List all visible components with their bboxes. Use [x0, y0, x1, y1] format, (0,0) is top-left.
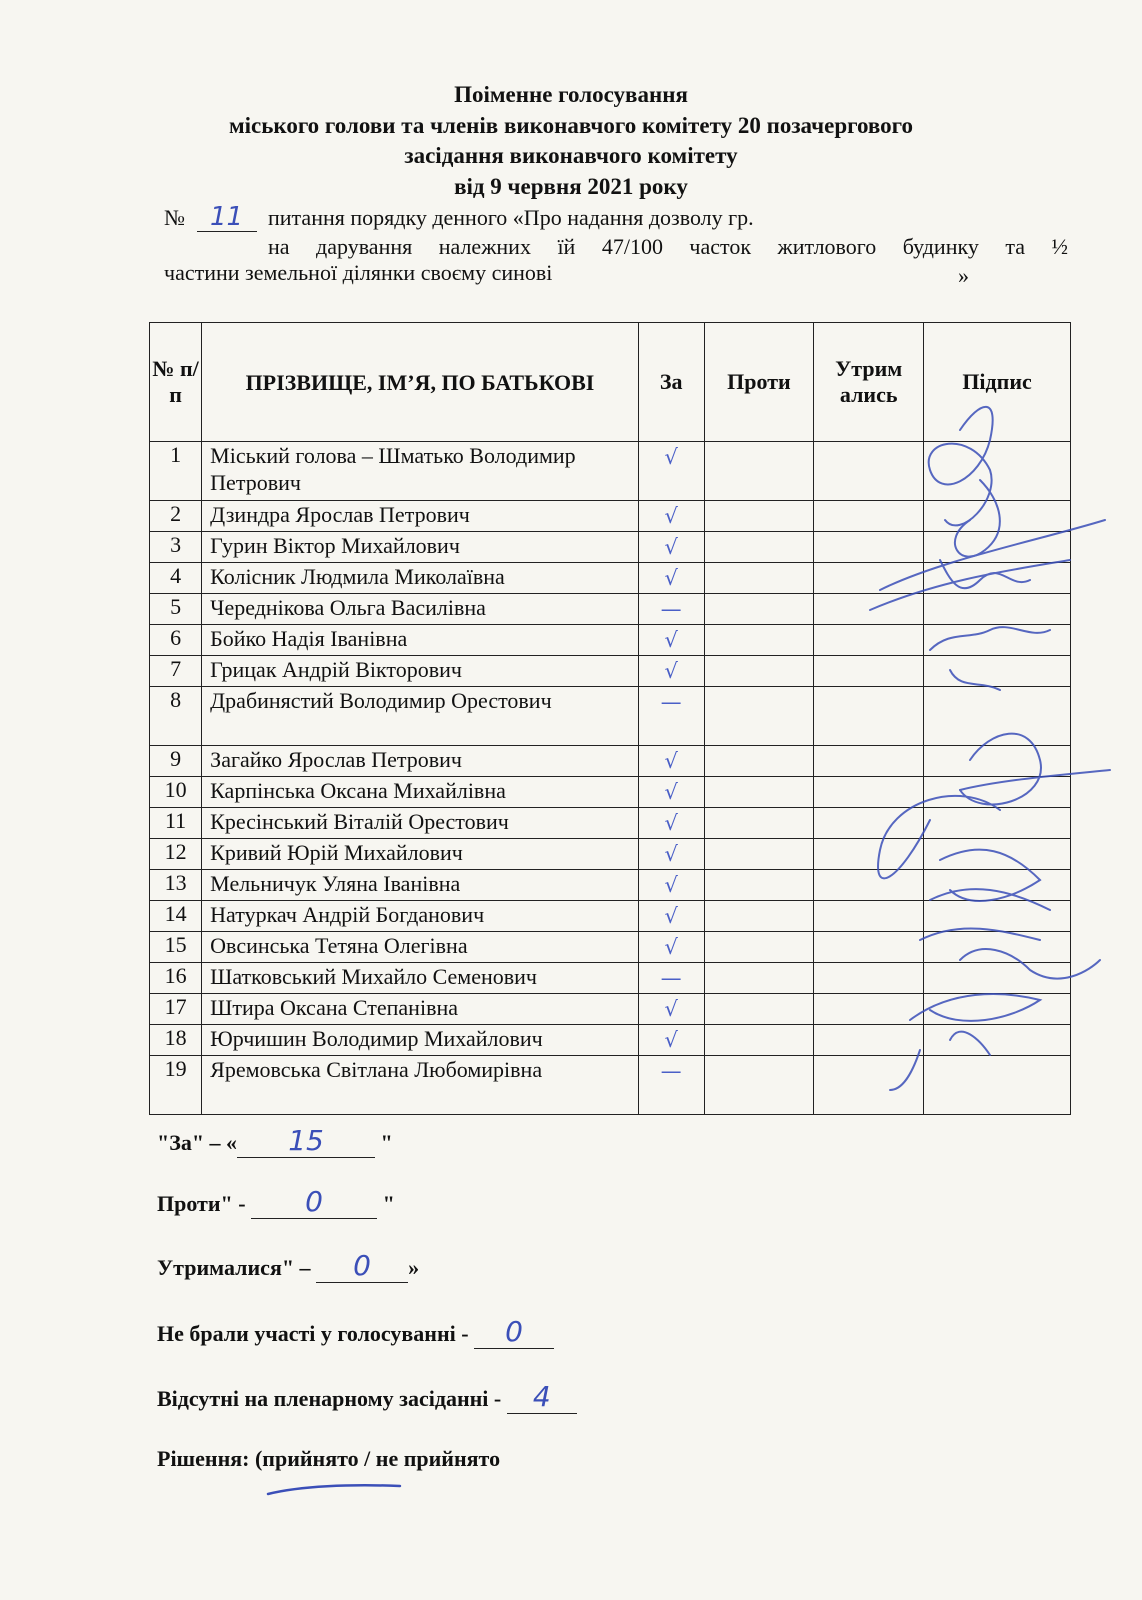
row-za-mark: √: [664, 811, 678, 835]
summary-nebraly-label: Не брали участі у голосуванні -: [157, 1321, 475, 1346]
row-number-value: 12: [164, 839, 187, 864]
doc-subtitle: міського голови та членів виконавчого комітету 20 позачергового: [228, 113, 914, 138]
row-number-value: 4: [170, 563, 182, 588]
summary-vidsutni-label: Відсутні на пленарному засіданні -: [157, 1386, 507, 1411]
row-name-value: Колісник Людмила Миколаївна: [210, 564, 505, 589]
row-za-mark: √: [664, 997, 678, 1021]
row-za-mark: —: [660, 597, 682, 621]
row-za-mark: √: [664, 842, 678, 866]
row-number-value: 10: [164, 777, 187, 802]
question-text-1: питання порядку денного «Про надання дозволу гр.: [268, 205, 754, 230]
row-name-value: Натуркач Андрій Богданович: [210, 902, 485, 927]
row-number-value: 19: [164, 1056, 187, 1081]
summary-utr-close: »: [408, 1255, 420, 1280]
row-number-value: 14: [164, 901, 187, 926]
row-za-mark: √: [664, 628, 678, 652]
row-name-value: Бойко Надія Іванівна: [210, 626, 408, 651]
row-name-value: Драбинястий Володимир Орестович: [210, 688, 552, 713]
row-number-value: 15: [164, 932, 187, 957]
doc-title: Поіменне голосування: [454, 82, 688, 107]
row-name-value: Гурин Віктор Михайлович: [210, 533, 460, 558]
row-name-value: Грицак Андрій Вікторович: [210, 657, 462, 682]
summary-proty-value: 0: [305, 1185, 323, 1218]
header-name-label: ПРІЗВИЩЕ, ІМ’Я, ПО БАТЬКОВІ: [245, 369, 595, 395]
row-za-mark: √: [664, 873, 678, 897]
row-number-value: 6: [170, 625, 182, 650]
row-number-value: 5: [170, 594, 182, 619]
row-number-value: 8: [170, 687, 182, 712]
row-name-value: Карпінська Оксана Михайлівна: [210, 778, 506, 803]
summary-rishennia: Рішення: (прийнято / не прийнято: [157, 1446, 501, 1471]
row-name-value: Юрчишин Володимир Михайлович: [210, 1026, 543, 1051]
row-name-value: Міський голова – Шматько Володимир Петрович: [210, 443, 576, 495]
row-za-mark: √: [664, 904, 678, 928]
summary-utr-label: Утрималися" –: [157, 1255, 317, 1280]
row-za-mark: √: [664, 1028, 678, 1052]
question-text-3: частини земельної ділянки своєму синові: [164, 260, 553, 285]
question-number-value: 11: [209, 202, 244, 232]
row-za-mark: √: [664, 659, 678, 683]
row-number-value: 13: [164, 870, 187, 895]
summary-za-close: ": [375, 1130, 393, 1155]
row-name-value: Овсинська Тетяна Олегівна: [210, 933, 468, 958]
row-number-value: 7: [170, 656, 182, 681]
row-za-mark: —: [660, 966, 682, 990]
row-za-mark: √: [664, 535, 678, 559]
question-number-label: №: [164, 205, 185, 230]
row-name-value: Шатковський Михайло Семенович: [210, 964, 537, 989]
header-za-label: За: [659, 369, 683, 394]
row-number-value: 3: [170, 532, 182, 557]
row-number-value: 17: [164, 994, 187, 1019]
header-signature-label: Підпис: [962, 369, 1032, 394]
row-za-mark: —: [660, 1059, 682, 1083]
row-number-value: 2: [170, 501, 182, 526]
row-za-mark: √: [664, 566, 678, 590]
doc-date: від 9 червня 2021 року: [454, 174, 688, 199]
row-name-value: Череднікова Ольга Василівна: [210, 595, 486, 620]
row-name-value: Кресінський Віталій Орестович: [210, 809, 509, 834]
row-number-value: 9: [170, 746, 182, 771]
header-utrymalys-label: Утрим ались: [835, 356, 903, 407]
header-proty-label: Проти: [727, 369, 791, 394]
row-number-value: 18: [164, 1025, 187, 1050]
question-text-2: на дарування належних їй 47/100 часток житлового будинку та ½: [268, 234, 1068, 259]
summary-vidsutni-value: 4: [532, 1380, 551, 1413]
row-za-mark: √: [664, 749, 678, 773]
row-za-mark: √: [664, 935, 678, 959]
row-number-value: 11: [164, 808, 187, 833]
row-za-mark: —: [660, 690, 682, 714]
row-name-value: Кривий Юрій Михайлович: [210, 840, 463, 865]
summary-za-value: 15: [288, 1124, 324, 1157]
row-number-value: 16: [164, 963, 187, 988]
summary-za-label: "За" – «: [157, 1130, 238, 1155]
row-za-mark: √: [664, 780, 678, 804]
summary-proty-close: ": [377, 1191, 395, 1216]
summary-utr-value: 0: [353, 1249, 371, 1282]
header-num-label: № п/п: [152, 356, 199, 407]
row-number-value: 1: [170, 442, 182, 467]
row-name-value: Мельничук Уляна Іванівна: [210, 871, 461, 896]
row-name-value: Яремовська Світлана Любомирівна: [210, 1057, 543, 1082]
row-za-mark: √: [664, 445, 678, 469]
row-name-value: Дзиндра Ярослав Петрович: [210, 502, 470, 527]
row-name-value: Загайко Ярослав Петрович: [210, 747, 462, 772]
question-close-quote: »: [958, 263, 969, 288]
row-name-value: Штира Оксана Степанівна: [210, 995, 458, 1020]
summary-nebraly-value: 0: [505, 1315, 523, 1348]
row-za-mark: √: [664, 504, 678, 528]
summary-proty-label: Проти" -: [157, 1191, 252, 1216]
doc-subtitle-2: засідання виконавчого комітету: [404, 143, 738, 168]
